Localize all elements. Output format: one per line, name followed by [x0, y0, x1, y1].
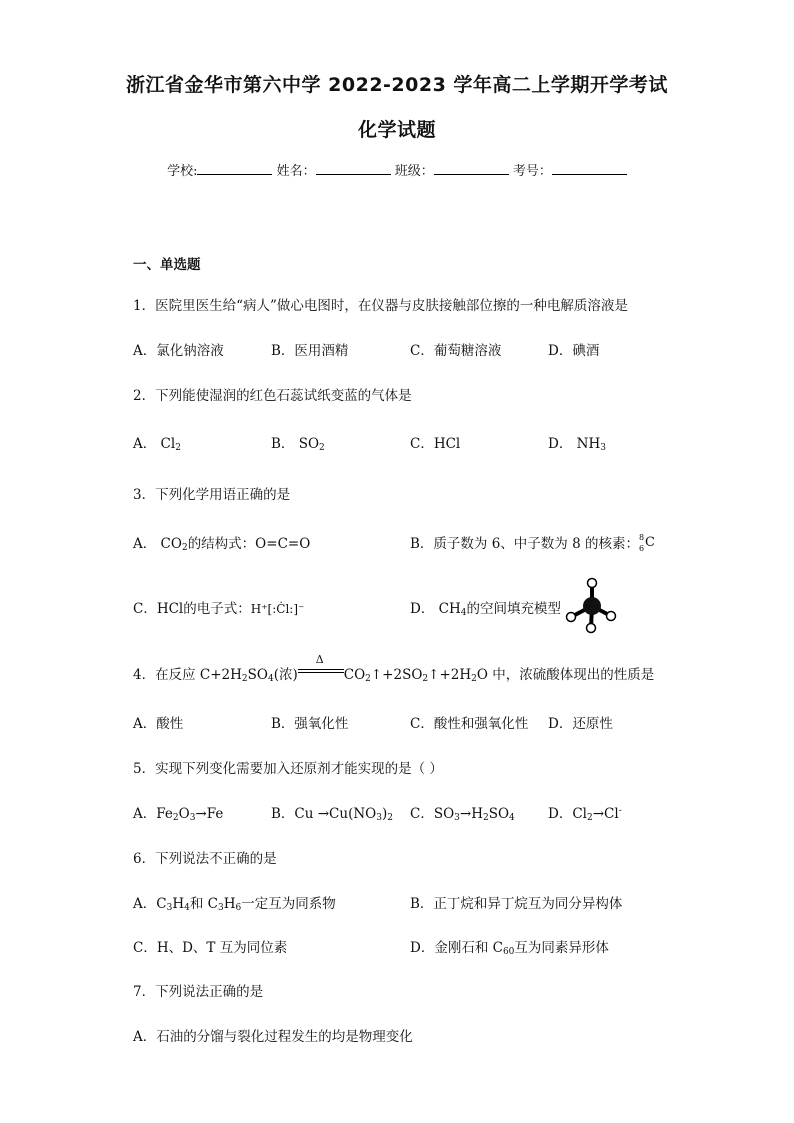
q2-option-c: C．HCl [410, 436, 461, 452]
q6-option-c: C．H、D、T 互为同位素 [133, 940, 288, 956]
nuclide-symbol: 8 6 C [638, 533, 655, 553]
q5-option-c: C．$SO_3\to H_2SO_4$ [410, 806, 515, 823]
name-label: 姓名： [276, 164, 316, 179]
q3-option-c: C．HCl的电子式：H⁺[:Ċl:]⁻ [133, 601, 305, 617]
class-label: 班级： [394, 164, 434, 179]
q3-option-b: B．质子数为 6、中子数为 8 的核素： 8 6 C [410, 533, 655, 553]
question-1-stem: 1．医院里医生给“病人”做心电图时，在仪器与皮肤接触部位擦的一种电解质溶液是 [133, 298, 628, 314]
id-blank[interactable] [552, 162, 627, 175]
school-blank[interactable] [197, 162, 272, 175]
section-title: 一、单选题 [133, 257, 201, 273]
q3-option-d: D． $CH_4$的空间填充模型 [410, 601, 561, 618]
q5-option-b: B．$Cu \to Cu(NO_3)_2$ [271, 806, 393, 823]
q1-option-a: A．氯化钠溶液 [133, 343, 224, 359]
q4-option-c: C．酸性和强氧化性 [410, 716, 529, 732]
q6-option-d: D．金刚石和 $C_{60}$互为同素异形体 [410, 940, 609, 957]
q2-option-d: D． $NH_3$ [548, 436, 606, 453]
question-4-stem: 4．在反应 $C+2H_2SO_4$(浓) Δ $CO_2↑+2SO_2↑+2H_2O$ 中，浓硫酸体现出的性质是 [133, 653, 655, 684]
q4-option-b: B．强氧化性 [271, 716, 349, 732]
question-7-stem: 7．下列说法正确的是 [133, 984, 264, 1000]
q4-option-a: A．酸性 [133, 716, 184, 732]
student-info-line [0, 160, 794, 179]
id-label: 考号： [512, 164, 552, 179]
q1-option-d: D．碘酒 [548, 343, 600, 359]
page-subtitle: 化学试题 [357, 119, 436, 141]
school-label: 学校: [167, 164, 198, 179]
page-title: 浙江省金华市第六中学 2022-2023 学年高二上学期开学考试 [126, 74, 668, 96]
q1-option-b: B．医用酒精 [271, 343, 349, 359]
q6-option-b: B．正丁烷和异丁烷互为同分异构体 [410, 896, 623, 912]
q4-option-d: D．还原性 [548, 716, 613, 732]
name-blank[interactable] [316, 162, 391, 175]
heating-condition: Δ [298, 663, 344, 679]
question-2-stem: 2．下列能使湿润的红色石蕊试纸变蓝的气体是 [133, 388, 412, 404]
methane-model-icon [563, 575, 619, 635]
q5-option-a: A．$Fe_2O_3\to Fe$ [133, 806, 224, 823]
q6-option-a: A．$C_3H_4$和 $C_3H_6$一定互为同系物 [133, 896, 336, 913]
q3-option-a: A． $CO_2$的结构式：O=C=O [133, 536, 311, 553]
q5-option-d: D．$Cl_2\to Cl^-$ [548, 806, 622, 823]
question-5-stem: 5．实现下列变化需要加入还原剂才能实现的是（ ） [133, 761, 443, 777]
class-blank[interactable] [434, 162, 509, 175]
q1-option-c: C．葡萄糖溶液 [410, 343, 502, 359]
q7-option-a: A．石油的分馏与裂化过程发生的均是物理变化 [133, 1029, 413, 1045]
question-3-stem: 3．下列化学用语正确的是 [133, 487, 291, 503]
question-6-stem: 6．下列说法不正确的是 [133, 851, 277, 867]
q2-option-a: A． $Cl_2$ [133, 436, 181, 453]
q2-option-b: B． $SO_2$ [271, 436, 325, 453]
